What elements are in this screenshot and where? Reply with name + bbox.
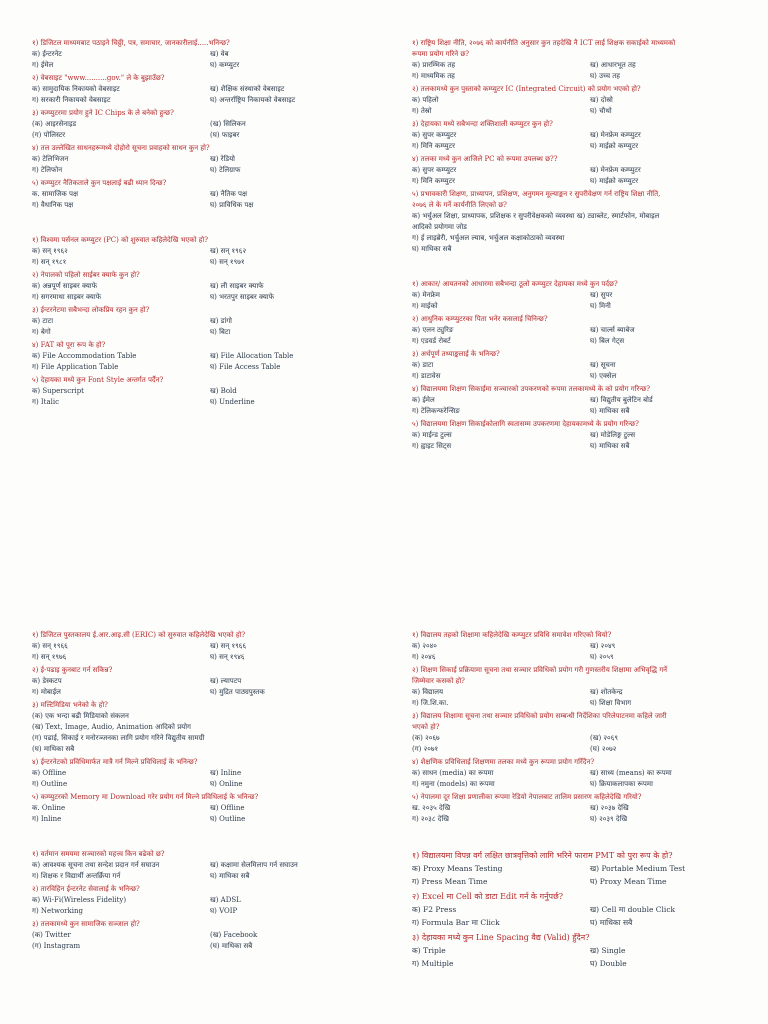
question-text: १) विद्यालय तहको शिक्षामा कहिलेदेखि कम्प्युटर प्रविधि समावेश गरिएको थियो? <box>412 631 612 639</box>
answer-option: घ) मुद्रित पाठ्यपुस्तक <box>210 688 265 696</box>
question-text: १) डिजिटल माध्यमबाट पठाइने चिठ्ठी, पत्र, समाचार, जानकारीलाई.....भनिन्छ? <box>32 39 230 47</box>
answer-option: घ) माईक्रो कम्प्युटर <box>590 177 639 185</box>
answer-option: ख) ल्यापटप <box>210 677 242 685</box>
answer-option: ख) मोडेलिङ्ग टुल्स <box>590 431 636 439</box>
answer-option: ख) Offline <box>210 804 245 812</box>
panel-top-right <box>412 38 768 454</box>
answer-option: ग) ईमेल <box>32 61 54 69</box>
question-text: २) ई-पढाइ कुनबाट गर्न सकिन्न? <box>32 666 113 674</box>
answer-option: घ) चौथो <box>590 107 612 115</box>
answer-option: क) Proxy Means Testing <box>412 864 503 873</box>
answer-option: ग) २०४६ <box>412 653 436 661</box>
answer-option: ख) आधारभूत तह <box>590 61 636 69</box>
answer-option: ग) टेलिफोन <box>32 166 63 174</box>
question-text: ४) शैक्षणिक प्रविधिलाई शिक्षणमा तलका मध्ये कुन रूपमा प्रयोग गरिँदैन? <box>412 758 595 766</box>
option-list <box>32 49 388 71</box>
answer-option: ग) डाटावेस <box>412 372 441 380</box>
answer-option: ख) शोतकेन्द्र <box>590 688 623 696</box>
option-list <box>412 325 768 347</box>
answer-option: ग) जि.शि.का. <box>412 699 449 707</box>
question-text-continued: २०७६ ले के गर्ने कार्यनीति लिएको छ? <box>412 201 507 209</box>
option-list <box>412 803 768 825</box>
answer-option: ग) मिनि कम्प्युटर <box>412 177 455 185</box>
answer-option: घ) २०५९ <box>590 653 614 661</box>
option-list <box>32 246 388 268</box>
answer-option: (ख) Facebook <box>210 931 258 939</box>
answer-option: ग) माईको <box>412 302 438 310</box>
question-text: १) आकार/ आयतनको आधारमा सबैभन्दा ठूलो कम्प्युटर देहायका मध्ये कुन पर्दछ? <box>412 280 618 288</box>
question-group <box>412 630 768 825</box>
answer-option: क) भर्चुअल शिक्षा, प्राध्यापक, प्रशिक्षक र सुपरीवेक्षकको व्यवस्था ख) ट्याब्लेट, स्मार्टफोन, मोबाइल <box>412 212 660 220</box>
question-text: २) Excel मा Cell को डाटा Edit गर्न के गर्नुपर्छ? <box>412 892 564 901</box>
option-list <box>412 687 768 709</box>
option-list <box>412 211 768 255</box>
answer-option: क) ईन्टरनेट <box>32 50 62 58</box>
option-list <box>32 154 388 176</box>
option-list <box>32 351 388 373</box>
answer-option: (क) Twitter <box>32 931 71 939</box>
question-group <box>412 279 768 452</box>
answer-option: क) File Accommodation Table <box>32 352 137 360</box>
answer-option: ख) साध्य (means) का रूपमा <box>590 769 672 777</box>
question-text: २) आधुनिक कम्प्युटरका पिता भनेर कसलाई चिनिन्छ? <box>412 315 548 323</box>
answer-option: ग) File Application Table <box>32 363 119 371</box>
option-list <box>412 944 768 970</box>
answer-option: (क) आइरसेनाइड <box>32 120 77 128</box>
question-group <box>412 38 768 255</box>
option-list <box>412 641 768 663</box>
answer-option: ख) File Allocation Table <box>210 352 294 360</box>
option-list <box>412 130 768 152</box>
answer-option: क) टाटा <box>32 317 54 325</box>
question-text: ४) तल उल्लेखित साधनहरूमध्ये दोहोरो सूचना प्रवाहको साधन कुन हो? <box>32 144 210 152</box>
answer-option: घ) माथिका सबै <box>590 442 630 450</box>
option-list <box>32 281 388 303</box>
question-text: २) तारविहिन ईन्टरनेट सेवालाई के भनिन्छ? <box>32 885 140 893</box>
option-list <box>412 768 768 790</box>
question-text-continued: रूपमा प्रयोग गरिने छ? <box>412 50 470 58</box>
answer-option: ग) Multiple <box>412 959 454 968</box>
answer-option: क) आवश्यक सूचना तथा सन्देश प्रदान गर्न सघाउन <box>32 861 160 869</box>
answer-option: क) साधन (media) का रूपमा <box>412 769 494 777</box>
option-list <box>32 803 388 825</box>
question-text: २) तलकामध्ये कुन पुस्ताको कम्प्युटर IC (Integrated Circuit) को प्रयोग भएको हो? <box>412 85 641 93</box>
question-text: १) विश्वमा पर्सनल कम्प्युटर (PC) को शुरुवात कहिलेदेखि भएको हो? <box>32 236 209 244</box>
answer-option: ख) मेनफ्रेम कम्प्युटर <box>590 166 641 174</box>
answer-option: ग) मोबाईल <box>32 688 61 696</box>
answer-option: ख. २०३५ देखि <box>412 804 451 812</box>
answer-option: (ग) Instagram <box>32 942 81 950</box>
answer-option: ग) ह्वाइट सिट्स <box>412 442 452 450</box>
question-text: ३) विद्यालय शिक्षामा सूचना तथा सञ्चार प्रविधिको प्रयोग सम्बन्धी निर्देशिका परिलेपाटनमा कहिले जारी <box>412 712 667 720</box>
option-list <box>412 290 768 312</box>
question-text: ४) विद्यालयमा शिक्षण सिकाईमा सञ्चारको उपकरणको रूपमा तलकामध्ये के को प्रयोग गरिन्छ? <box>412 385 651 393</box>
answer-option: ग) टेलिकन्फरेन्सिङ <box>412 407 460 415</box>
panel-top-left <box>32 38 388 410</box>
answer-option: ग) Outline <box>32 780 68 788</box>
answer-option: ख) वेब <box>210 50 229 58</box>
answer-option: घ) File Access Table <box>210 363 281 371</box>
question-text: ३) मल्टिमिडिया भनेको के हो? <box>32 701 108 709</box>
answer-option: ग) २०३८ देखि <box>412 815 449 823</box>
answer-option: ग) बेगो <box>32 328 51 336</box>
answer-option: क) सुपर कम्प्युटर <box>412 166 457 174</box>
question-text: ४) FAT को पूरा रूप के हो? <box>32 341 106 349</box>
question-group <box>32 630 388 825</box>
option-list <box>32 860 388 882</box>
answer-option: (घ) २०७२ <box>590 745 617 753</box>
question-text: ३) तलकामध्ये कुन सामाजिक सञ्जाल हो? <box>32 920 140 928</box>
question-group <box>32 38 388 211</box>
answer-option: घ) एक्सेल <box>590 372 617 380</box>
answer-option: ग) मिनि कम्प्युटर <box>412 142 455 150</box>
answer-option: ख) रेडियो <box>210 155 235 163</box>
question-text: ३) कम्प्युटरमा प्रयोग हुने IC Chips के ले बनेको हुन्छ? <box>32 109 174 117</box>
option-list <box>412 165 768 187</box>
answer-option: ग) Inline <box>32 815 62 823</box>
answer-option: (ख) सिलिकन <box>210 120 246 128</box>
question-group <box>32 235 388 408</box>
question-group <box>412 849 768 970</box>
answer-option: ख) चार्ल्स ब्याबेज <box>590 326 635 334</box>
answer-option: घ) सन् १९७१ <box>210 258 245 266</box>
option-list <box>32 768 388 790</box>
answer-option: घ) Online <box>210 780 243 788</box>
answer-option: ख) सूचना <box>590 361 616 369</box>
answer-option: घ) क्रियाकलापका रूपमा <box>590 780 653 788</box>
answer-option: क) Offline <box>32 769 67 777</box>
answer-option: घ) बिल गेट्स <box>590 337 625 345</box>
answer-option: क) ईमेल <box>412 396 435 404</box>
panel-bottom-right <box>412 630 768 972</box>
answer-option: (ग) पोलिस्टर <box>32 131 66 139</box>
option-list <box>32 84 388 106</box>
question-text: १) डिजिटल पुस्तकालय ई.आर.आइ.सी (ERIC) को सुरुवात कहिलेदेखि भएको हो? <box>32 631 246 639</box>
question-text: ५) नेपालमा दूर शिक्षा प्रणालीका रूपमा रेडियो नेपालबाट तालिम प्रसारण कहिलेदेखि गरियो? <box>412 793 642 801</box>
answer-option: क) २०४० <box>412 642 437 650</box>
answer-option: ख) डांगो <box>210 317 232 325</box>
answer-option: (ग) २०७१ <box>412 745 439 753</box>
answer-option: क) प्रारम्भिक तह <box>412 61 456 69</box>
option-list <box>32 189 388 211</box>
answer-option: घ) सन् १९४६ <box>210 653 245 661</box>
answer-option: क) डाटा <box>412 361 434 369</box>
answer-option: ख) २०३७ देखि <box>590 804 629 812</box>
answer-option: घ) प्राविधिक पक्ष <box>210 201 254 209</box>
answer-option: आदिको प्रयोगमा जोड <box>412 223 467 231</box>
answer-option: ग) Italic <box>32 398 60 406</box>
question-text: १) विद्यालयमा विपन्न वर्ग लक्षित छात्रवृत्तिको लागि भरिने फाराम PMT को पुरा रूप के हो? <box>412 851 673 860</box>
question-text: ३) अर्थपूर्ण तथ्याङ्कलाई के भनिन्छ? <box>412 350 500 358</box>
option-list <box>32 930 388 952</box>
option-list <box>32 119 388 141</box>
answer-option: क) अन्नपूर्ण साइबर क्याफे <box>32 282 98 290</box>
answer-option: क) Wi-Fi(Wireless Fidelity) <box>32 896 127 904</box>
answer-option: क) सामुदायिक निकायको वेबसाइट <box>32 85 120 93</box>
option-list <box>32 895 388 917</box>
answer-option: क) Triple <box>412 946 446 955</box>
question-text: १) वर्तमान समयमा सञ्चारको महत्त्व किन बढेको छ? <box>32 850 165 858</box>
answer-option: घ) Underline <box>210 398 255 406</box>
answer-option: ख) Portable Medium Test <box>590 864 686 873</box>
question-text: २) शिक्षण सिकाई प्रक्रियामा सूचना तथा सञ्चार प्रविधिको प्रयोग गरी गुणस्तरीय शिक्षामा अभिवृद्धि गर्ने <box>412 666 668 674</box>
answer-option: ग) वैधानिक पक्ष <box>32 201 74 209</box>
answer-option: ख) सुपर <box>590 291 613 299</box>
answer-option: क) पहिलो <box>412 96 439 104</box>
answer-option: ग) Press Mean Time <box>412 877 488 886</box>
question-text: २) नेपालको पहिलो साईबर क्याफे कुन हो? <box>32 271 140 279</box>
answer-option: क) टेलिभिजन <box>32 155 69 163</box>
answer-option: ग) सरकारी निकायको वेबसाइट <box>32 96 111 104</box>
answer-option: ख) Single <box>590 946 626 955</box>
answer-option: घ) अन्तर्राष्ट्रिय निकायको वेबसाइट <box>210 96 296 104</box>
answer-option: ग) Formula Bar मा Click <box>412 918 500 927</box>
answer-option: क) Superscript <box>32 387 84 395</box>
question-text: ४) ईन्टरनेटको प्रविधिमार्फत मात्रै गर्न मिल्ने प्रविधिलाई के भनिन्छ? <box>32 758 198 766</box>
answer-option: क. सामाजिक पक्ष <box>32 190 78 198</box>
answer-option: घ) VOIP <box>210 907 238 915</box>
question-text: ३) ईन्टरनेटमा सबैभन्दा लोकप्रिय रहन कुन हो? <box>32 306 150 314</box>
answer-option: घ) कम्प्युटर <box>210 61 240 69</box>
answer-option: (क) एक भन्दा बढी मिडियाको संकलन <box>32 712 129 720</box>
option-list <box>412 60 768 82</box>
question-text: ३) देहायका मध्ये कुन Line Spacing वैद्य (Valid) हुँदैन? <box>412 933 590 942</box>
answer-option: ग) सन् १९७६ <box>32 653 67 661</box>
answer-option: (ख) Text, Image, Audio, Animation आदिको प्रयोग <box>32 723 191 731</box>
answer-option: ख) कक्षामा सेलमिलाप गर्न सघाउन <box>210 861 298 869</box>
answer-option: ख) नैतिक पक्ष <box>210 190 247 198</box>
answer-option: घ) माथिका सबै <box>412 245 452 253</box>
option-list <box>412 903 768 929</box>
answer-option: (ग) पढाई, सिकाई र मनोरञ्जनका लागि प्रयोग गरिने विद्युतीय सामग्री <box>32 734 205 742</box>
question-text: ५) प्रभावकारी शिक्षण, प्राध्यापन, प्रशिक्षण, अनुगमन मूल्याङ्कन र सुपरीवेक्षण गर्न राष्ट्रिय शिक्षा नीति, <box>412 190 661 198</box>
answer-option: ग) तेस्रो <box>412 107 432 115</box>
answer-option: घ) माथिका सबै <box>590 918 633 927</box>
answer-option: ख) Cell मा double Click <box>590 905 676 914</box>
answer-option: घ) टेलिग्राफ <box>210 166 241 174</box>
answer-option: ग) माध्यमिक तह <box>412 72 455 80</box>
option-list <box>32 386 388 408</box>
answer-option: ग) ई लाइब्रेरी, भर्चुअल ल्याब, भर्चुअल कक्षाकोठाको व्यवस्था <box>412 234 565 242</box>
answer-option: घ) बिटा <box>210 328 231 336</box>
answer-option: घ) उच्च तह <box>590 72 620 80</box>
answer-option: (घ) फाइबर <box>210 131 240 139</box>
answer-option: ख) मेनफ्रेम कम्प्युटर <box>590 131 641 139</box>
option-list <box>32 711 388 755</box>
answer-option: क) सन् १९६२ <box>32 247 68 255</box>
option-list <box>412 360 768 382</box>
answer-option: ग) नमुना (models) का रूपमा <box>412 780 495 788</box>
answer-option: ग) शिक्षक र विद्यार्थी अन्तर्क्रिया गर्न <box>32 872 121 880</box>
answer-option: घ) मिनी <box>590 302 611 310</box>
question-text: ४) तलका मध्ये कुन आजिले PC को रूपमा उपलब्ध छ?? <box>412 155 558 163</box>
option-list <box>412 95 768 117</box>
answer-option: घ) माथिका सबै <box>210 872 250 880</box>
answer-option: (क) २०६७ <box>412 734 440 742</box>
answer-option: घ) Outline <box>210 815 246 823</box>
question-text-continued: भएको हो? <box>412 723 440 731</box>
question-text: ५) देहायका मध्ये कुन Font Style अन्तर्गत पर्दैन? <box>32 376 164 384</box>
answer-option: (घ) माथिका सबै <box>210 942 253 950</box>
answer-option: घ) शिक्षा विभाग <box>590 699 632 707</box>
answer-option: क) सन् १९६६ <box>32 642 68 650</box>
question-group <box>32 849 388 952</box>
question-text: ५) कम्प्युटरको Memory मा Download गरेर प्रयोग गर्न मिल्ने प्रविधिलाई के भनिन्छ? <box>32 793 259 801</box>
question-text: २) वेबसाइट "www..........gov." ले के बुझाउँछ? <box>32 74 165 82</box>
answer-option: घ) माथिका सबै <box>590 407 630 415</box>
answer-option: क) सुपर कम्प्युटर <box>412 131 457 139</box>
answer-option: ख) २०४९ <box>590 642 616 650</box>
answer-option: ग) सगरमाथा साइबर क्याफे <box>32 293 102 301</box>
answer-option: ख) विद्युतीय बुलेटिन बोर्ड <box>590 396 653 404</box>
answer-option: घ) माईक्रो कम्प्युटर <box>590 142 639 150</box>
answer-option: क) एलन ट्युरिङ <box>412 326 454 334</box>
answer-option: घ) २०३९ देखि <box>590 815 628 823</box>
option-list <box>412 395 768 417</box>
answer-option: ख) Inline <box>210 769 242 777</box>
answer-option: क) विद्यालय <box>412 688 444 696</box>
option-list <box>32 641 388 663</box>
answer-option: (घ) माथिका सबै <box>32 745 75 753</box>
answer-option: ग) एडवर्ड रोबर्ट <box>412 337 451 345</box>
answer-option: ख) सन् १९६६ <box>210 642 247 650</box>
question-text: ५) विद्यालयमा शिक्षण सिकाईकोलागि स्वतासम्म उपकरणमा देहायकामध्ये के प्रयोग गरिन्छ? <box>412 420 639 428</box>
option-list <box>32 316 388 338</box>
answer-option: क) माईन्ड टुल्स <box>412 431 452 439</box>
answer-option: ख) सन् १९६२ <box>210 247 247 255</box>
answer-option: घ) Double <box>590 959 627 968</box>
question-text: १) राष्ट्रिय शिक्षा नीति, २०७६ को कार्यनीति अनुसार कुन तहदेखि नै ICT लाई शिक्षक सकाईको माध्यमको <box>412 39 676 47</box>
question-text-continued: जिम्मेवार कसको हो? <box>412 677 465 685</box>
answer-option: क) मेनफ्रेम <box>412 291 440 299</box>
answer-option: ग) सन् १९८१ <box>32 258 67 266</box>
answer-option: ख) दोस्रो <box>590 96 613 104</box>
answer-option: घ) भरतपुर साइबर क्याफे <box>210 293 275 301</box>
answer-option: ख) ली साइबर क्याफे <box>210 282 264 290</box>
option-list <box>32 676 388 698</box>
answer-option: क) डेस्कटप <box>32 677 62 685</box>
question-text: ३) देहायका मध्ये सबैभन्दा शक्तिशाली कम्प्युटर कुन हो? <box>412 120 553 128</box>
panel-bottom-left <box>32 630 388 954</box>
answer-option: (ख) २०६९ <box>590 734 618 742</box>
option-list <box>412 733 768 755</box>
answer-option: ख) शैक्षिक संस्थाको वेबसाइट <box>210 85 285 93</box>
answer-option: ग) Networking <box>32 907 83 915</box>
answer-option: ख) ADSL <box>210 896 241 904</box>
option-list <box>412 862 768 888</box>
option-list <box>412 430 768 452</box>
answer-option: क) F2 Press <box>412 905 457 914</box>
answer-option: घ) Proxy Mean Time <box>590 877 667 886</box>
question-text: ५) कम्प्युटर नैतिकताले कुन पक्षलाई बढी ध्यान दिन्छ? <box>32 179 167 187</box>
answer-option: ख) Bold <box>210 387 237 395</box>
answer-option: क. Online <box>32 804 66 812</box>
